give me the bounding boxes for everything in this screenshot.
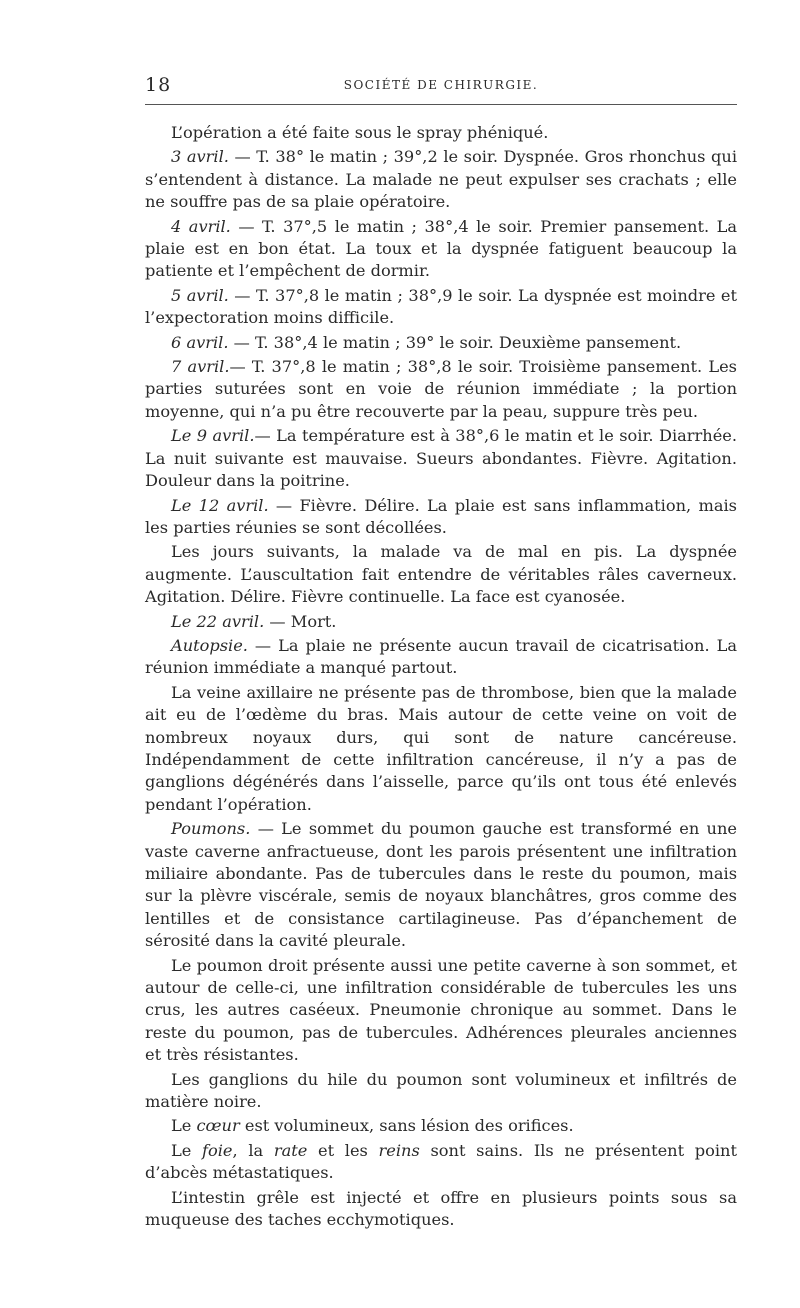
paragraph: Autopsie. — La plaie ne présente aucun travail de cicatrisation. La réunion immédiate a manqué partout. [145, 635, 737, 678]
paragraph: 4 avril. — T. 37°,5 le matin ; 38°,4 le soir. Premier pansement. La plaie est en bon état. La toux et la dyspnée fatiguent beaucoup la patiente et l’empêchent de dormir. [145, 216, 737, 281]
paragraph: Les jours suivants, la malade va de mal en pis. La dyspnée augmente. L’auscultation fait entendre de véritables râles caverneux. Agitation. Délire. Fièvre continuelle. La face est cyanosée. [145, 542, 737, 607]
paragraph: L’intestin grêle est injecté et offre en plusieurs points sous sa muqueuse des taches ecchymotiques. [145, 1187, 737, 1230]
page-header [145, 74, 737, 98]
paragraph: L’opération a été faite sous le spray phéniqué. [171, 123, 549, 142]
paragraph: Le foie, la rate et les reins sont sains. Ils ne présentent point d’abcès métastatiques. [145, 1140, 737, 1183]
paragraph: Le poumon droit présente aussi une petite caverne à son sommet, et autour de celle-ci, une infiltration considérable de tubercules les uns crus, les autres caséeux. Pneumonie chronique au sommet. Dans le reste du poumon, pas de tubercules. Adhérences pleurales anciennes et très résistantes. [145, 955, 737, 1065]
paragraph: Le 22 avril. — Mort. [171, 611, 337, 631]
paragraph: Les ganglions du hile du poumon sont volumineux et infiltrés de matière noire. [145, 1069, 737, 1112]
paragraph: 3 avril. — T. 38° le matin ; 39°,2 le soir. Dyspnée. Gros rhonchus qui s’entendent à distance. La malade ne peut expulser ses crachats ; elle ne souffre pas de sa plaie opératoire. [145, 147, 737, 212]
running-title: SOCIÉTÉ DE CHIRURGIE. [343, 78, 539, 92]
paragraph: Le cœur est volumineux, sans lésion des orifices. [171, 1116, 574, 1136]
header-rule [145, 104, 737, 105]
paragraph: La veine axillaire ne présente pas de thrombose, bien que la malade ait eu de l’œdème du bras. Mais autour de cette veine on voit de nombreux noyaux durs, qui sont de nature cancéreuse. Indépendamment de cette infiltration cancéreuse, il n’y a pas de ganglions dégénérés dans l’aisselle, parce qu’ils ont tous été enlevés pendant l’opération. [145, 682, 737, 814]
body-text [145, 122, 737, 1232]
paragraph: Le 9 avril.— La température est à 38°,6 le matin et le soir. Diarrhée. La nuit suivante est mauvaise. Sueurs abondantes. Fièvre. Agitation. Douleur dans la poitrine. [145, 426, 738, 491]
paragraph: 7 avril.— T. 37°,8 le matin ; 38°,8 le soir. Troisième pansement. Les parties suturées sont en voie de réunion immédiate ; la portion moyenne, qui n’a pu être recouverte par la peau, suppure très peu. [145, 357, 737, 421]
paragraph: Le 12 avril. — Fièvre. Délire. La plaie est sans inflammation, mais les parties réunies se sont décollées. [145, 495, 737, 537]
paragraph: Poumons. — Le sommet du poumon gauche est transformé en une vaste caverne anfractueuse, dont les parois présentent une infiltration miliaire abondante. Pas de tubercules dans le reste du poumon, mais sur la plèvre viscérale, semis de noyaux blanchâtres, gros comme des lentilles et de consistance cartilagineuse. Pas d’épanchement de sérosité dans la cavité pleurale. [145, 819, 737, 951]
paragraph: 5 avril. — T. 37°,8 le matin ; 38°,9 le soir. La dyspnée est moindre et l’expectoration moins difficile. [145, 285, 737, 328]
page-number: 18 [145, 74, 172, 96]
paragraph: 6 avril. — T. 38°,4 le matin ; 39° le soir. Deuxième pansement. [171, 332, 682, 352]
